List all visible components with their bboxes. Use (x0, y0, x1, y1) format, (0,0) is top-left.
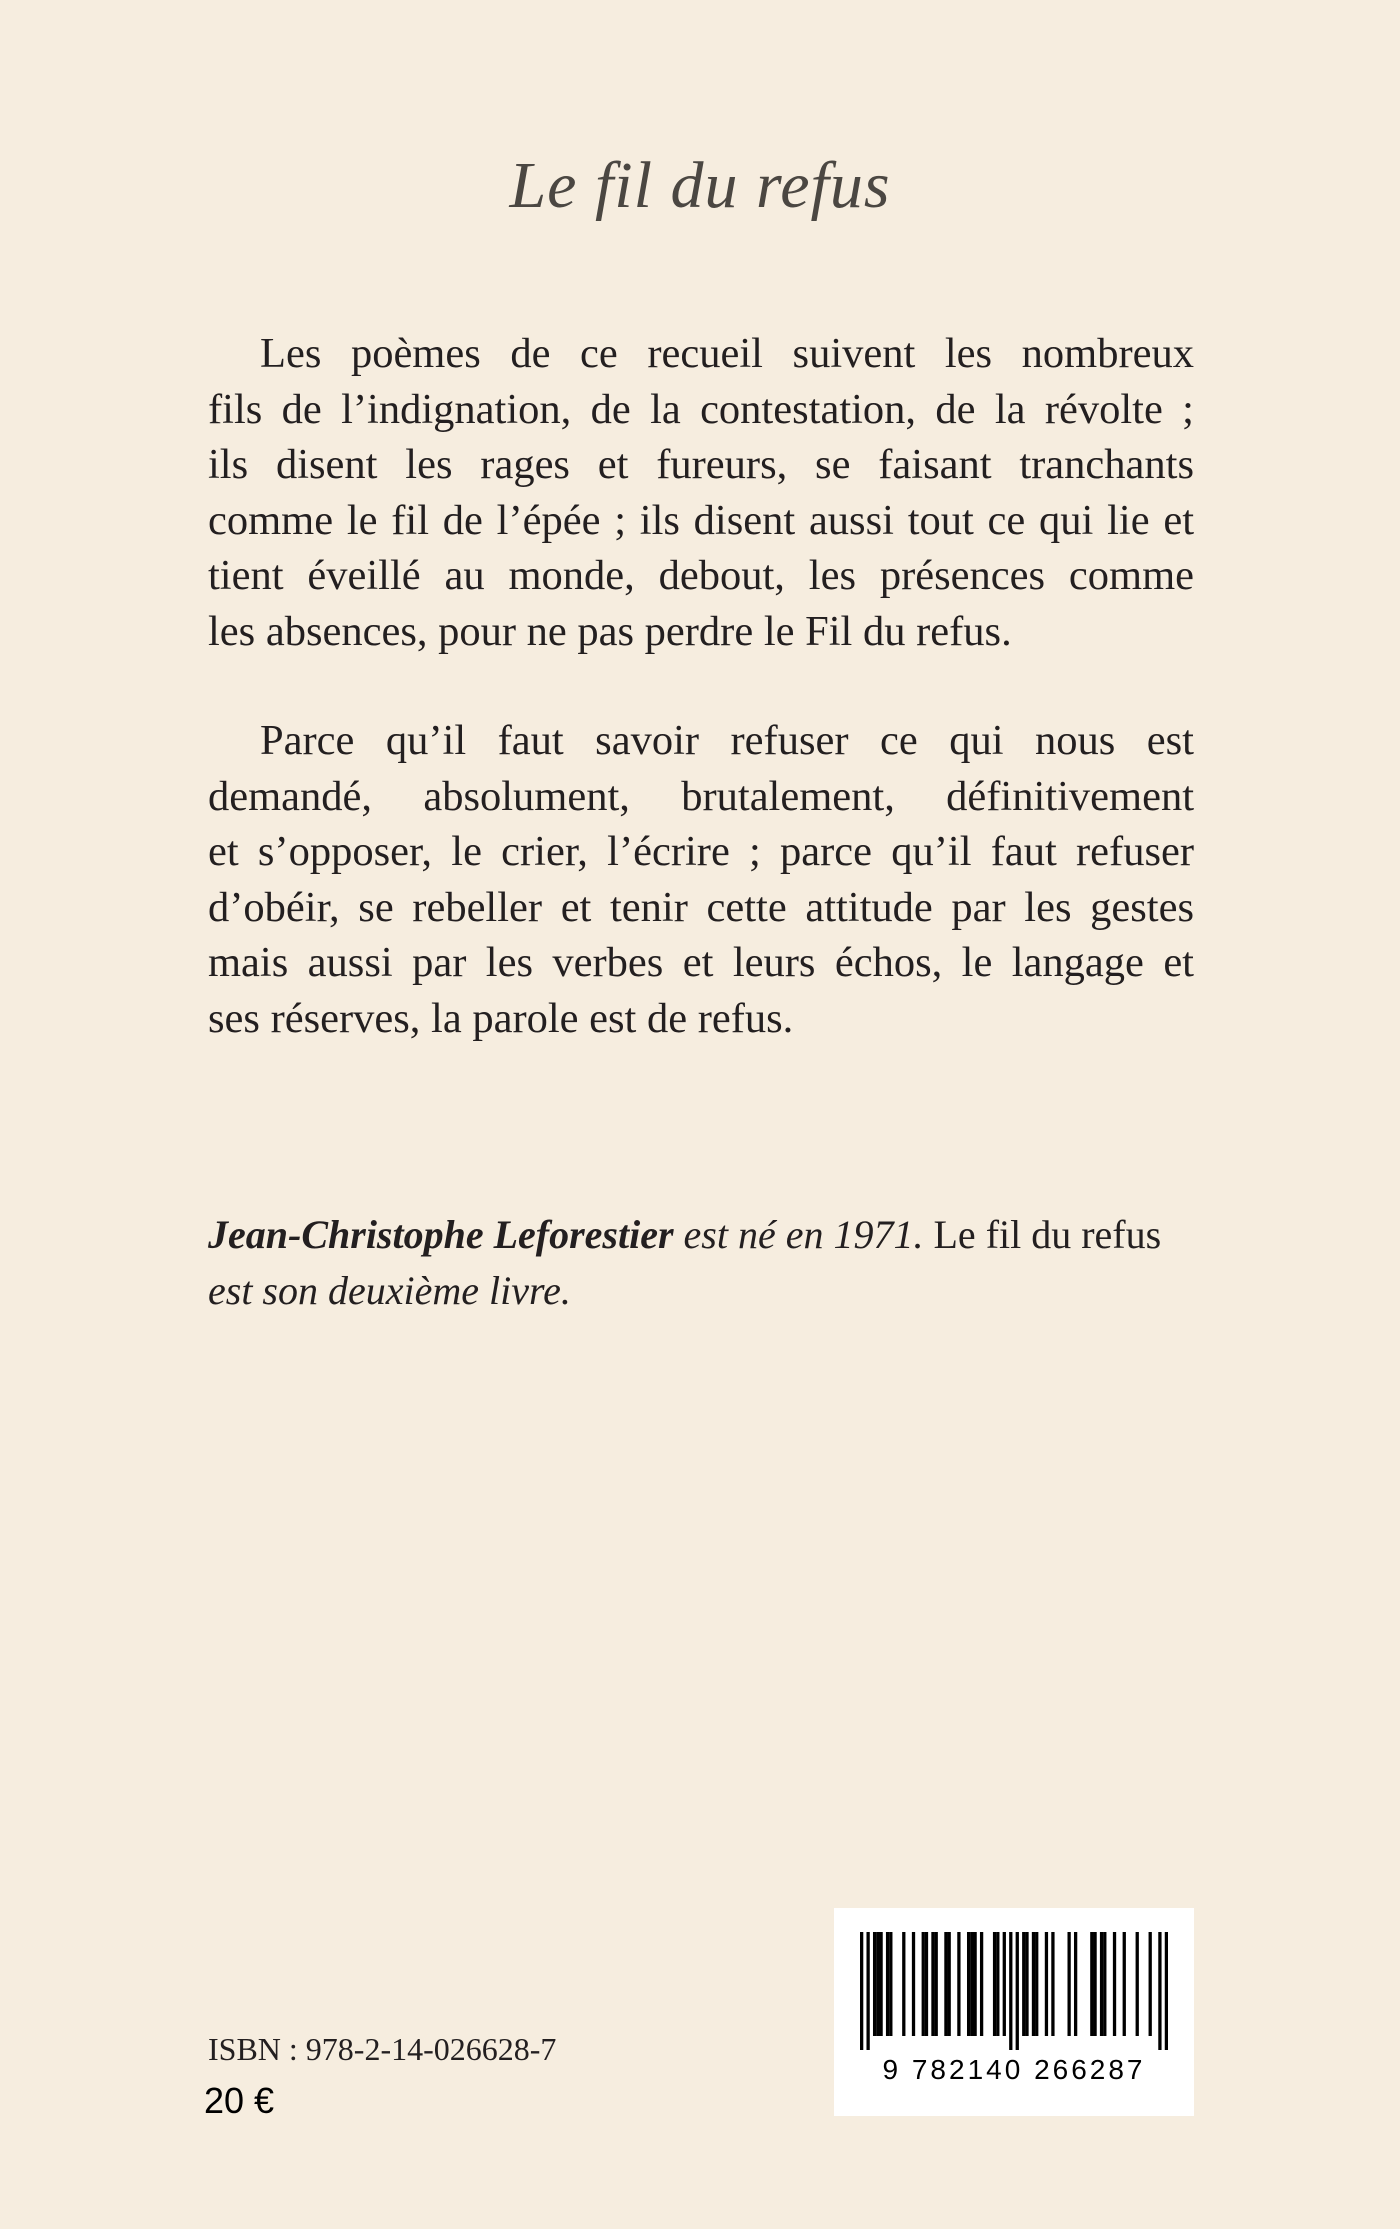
author-name: Jean-Christophe Leforestier (208, 1212, 674, 1257)
barcode-bar (993, 1932, 996, 2036)
book-name: Le fil du refus (923, 1212, 1162, 1257)
barcode-bar (973, 1932, 976, 2036)
barcode-bar (1032, 1932, 1035, 2036)
barcode (834, 1908, 1194, 2116)
barcode-bar (931, 1932, 934, 2036)
barcode-digits: 9 782140 266287 (882, 2054, 1146, 2085)
text-line: fils de l’indignation, de la contestation, de la révolte ; (208, 385, 1194, 433)
barcode-bar (1149, 1932, 1152, 2036)
barcode-bar (860, 1932, 863, 2050)
text-line: mais aussi par les verbes et leurs échos, le langage et (208, 939, 1194, 986)
barcode-bar (948, 1932, 951, 2036)
barcode-bar (970, 1932, 973, 2036)
barcode-bar (996, 1932, 999, 2036)
barcode-bar (957, 1932, 960, 2036)
description-paragraph-2 (208, 713, 1194, 1046)
isbn-label: ISBN : 978-2-14-026628-7 (208, 2031, 557, 2067)
text-line: demandé, absolument, brutalement, définitivement (208, 772, 1194, 820)
barcode-bar (1100, 1932, 1103, 2036)
barcode-bar (980, 1932, 983, 2036)
text-line: comme le fil de l’épée ; ils disent aussi tout ce qui lie et (208, 496, 1194, 544)
text-line: tient éveillé au monde, debout, les présences comme (208, 552, 1194, 599)
bio-line-2: est son deuxième livre. (208, 1268, 571, 1313)
barcode-bar (1045, 1932, 1048, 2036)
barcode-bar (866, 1932, 869, 2050)
author-birth: est né en 1971. (673, 1212, 924, 1257)
barcode-bar (1093, 1932, 1096, 2036)
barcode-bar (1067, 1932, 1070, 2036)
barcode-bar (902, 1932, 905, 2036)
barcode-bar (1158, 1932, 1161, 2050)
barcode-bar (1025, 1932, 1028, 2036)
text-line: ils disent les rages et fureurs, se faisant tranchants (208, 441, 1194, 488)
barcode-bar (922, 1932, 925, 2036)
barcode-bar (1003, 1932, 1006, 2036)
barcode-bar (873, 1932, 876, 2036)
book-title: Le fil du refus (509, 149, 891, 222)
barcode-bar (1123, 1932, 1126, 2036)
barcode-bar (944, 1932, 947, 2036)
barcode-bar (1035, 1932, 1038, 2036)
barcode-bar (876, 1932, 879, 2036)
barcode-bar (1090, 1932, 1093, 2036)
barcode-bar (1136, 1932, 1139, 2036)
bio-line-1 (208, 1207, 1194, 1263)
text-line: Les poèmes de ce recueil suivent les nombreux (260, 330, 1194, 377)
barcode-bar (925, 1932, 928, 2036)
barcode-bar (1113, 1932, 1116, 2036)
barcode-bar (1022, 1932, 1025, 2036)
barcode-bar (1103, 1932, 1106, 2036)
text-line: d’obéir, se rebeller et tenir cette attitude par les gestes (208, 883, 1194, 931)
barcode-bar (1074, 1932, 1077, 2036)
barcode-bar (1009, 1932, 1012, 2050)
text-line: ses réserves, la parole est de refus. (208, 994, 794, 1042)
barcode-bars (860, 1932, 1168, 2050)
barcode-bar (935, 1932, 938, 2036)
barcode-bar (1016, 1932, 1019, 2050)
text-line: Parce qu’il faut savoir refuser ce qui nous est (260, 717, 1194, 764)
text-line: les absences, pour ne pas perdre le Fil du refus. (208, 607, 1012, 655)
barcode-bar (967, 1932, 970, 2036)
description-paragraph-1 (208, 326, 1194, 659)
barcode-bar (912, 1932, 915, 2036)
barcode-bar (886, 1932, 889, 2036)
author-bio (208, 1207, 1194, 1319)
barcode-bar (1051, 1932, 1054, 2036)
price-label: 20 € (204, 2080, 275, 2121)
barcode-bar (889, 1932, 892, 2036)
barcode-bar (879, 1932, 882, 2036)
barcode-bar (1165, 1932, 1168, 2050)
text-line: et s’opposer, le crier, l’écrire ; parce qu’il faut refuser (208, 828, 1194, 875)
